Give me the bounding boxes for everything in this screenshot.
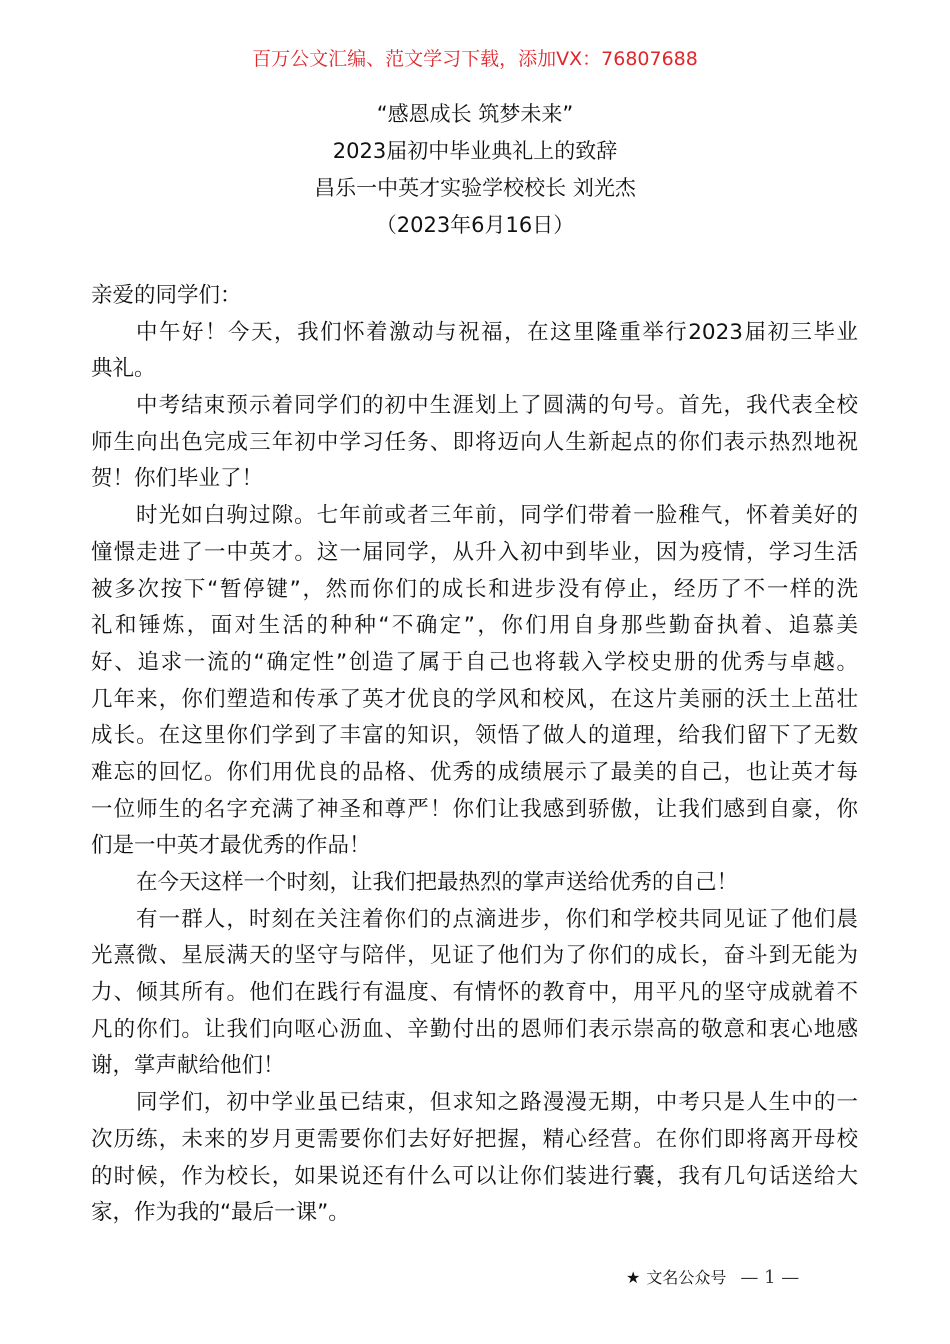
paragraph-line: 们是一中英才最优秀的作品！ — [91, 833, 371, 859]
paragraph — [91, 388, 858, 498]
paragraph-line: 力、倾其所有。他们在践行有温度、有情怀的教育中，用平凡的坚守成就着不 — [91, 980, 858, 1006]
paragraph — [91, 865, 858, 902]
paragraph-line: 中午好！今天，我们怀着激动与祝福，在这里隆重举行2023届初三毕业 — [136, 319, 858, 345]
paragraph-line: 时光如白驹过隙。七年前或者三年前，同学们带着一脸稚气，怀着美好的 — [136, 503, 858, 529]
paragraph-line: 礼和锤炼，面对生活的种种“不确定”，你们用自身那些勤奋执着、追慕美 — [91, 613, 858, 639]
footer-label: 文名公众号 — [646, 1268, 727, 1287]
paragraph — [91, 498, 858, 865]
paragraph-line: 凡的你们。让我们向呕心沥血、辛勤付出的恩师们表示崇高的敬意和衷心地感 — [91, 1016, 858, 1042]
paragraph-line: 同学们，初中学业虽已结束，但求知之路漫漫无期，中考只是人生中的一 — [136, 1090, 858, 1116]
paragraph-line: 在今天这样一个时刻，让我们把最热烈的掌声送给优秀的自己！ — [136, 870, 739, 895]
paragraph-line: 亲爱的同学们： — [91, 283, 242, 308]
paragraph-line: 好、追求一流的“确定性”创造了属于自己也将载入学校史册的优秀与卓越。 — [91, 649, 858, 675]
paragraph-line: 憧憬走进了一中英才。这一届同学，从升入初中到毕业，因为疫情，学习生活 — [91, 539, 858, 565]
page-footer — [626, 1266, 799, 1290]
paragraph-line: 几年来，你们塑造和传承了英才优良的学风和校风，在这片美丽的沃土上茁壮 — [91, 686, 858, 712]
document-body — [91, 278, 858, 1232]
paragraph-line: 成长。在这里你们学到了丰富的知识，领悟了做人的道理，给我们留下了无数 — [91, 723, 858, 749]
title-slogan: “感恩成长 筑梦未来” — [376, 102, 574, 126]
paragraph — [91, 315, 858, 388]
title-date: （2023年6月16日） — [375, 213, 575, 237]
paragraph-line: 中考结束预示着同学们的初中生涯划上了圆满的句号。首先，我代表全校 — [136, 393, 858, 419]
paragraph — [91, 278, 858, 315]
title-main: 2023届初中毕业典礼上的致辞 — [332, 139, 618, 163]
title-author: 昌乐一中英才实验学校校长 刘光杰 — [314, 176, 636, 200]
paragraph-line: 谢，掌声献给他们！ — [91, 1053, 285, 1079]
paragraph-line: 典礼。 — [91, 356, 156, 382]
paragraph-line: 有一群人，时刻在关注着你们的点滴进步，你们和学校共同见证了他们晨 — [136, 906, 858, 932]
paragraph-line: 难忘的回忆。你们用优良的品格、优秀的成绩展示了最美的自己，也让英才每 — [91, 759, 858, 785]
star-icon: ★ — [626, 1268, 641, 1287]
paragraph-line: 光熹微、星辰满天的坚守与陪伴，见证了他们为了你们的成长，奋斗到无能为 — [91, 943, 858, 969]
page-number: — 1 — — [740, 1267, 800, 1288]
paragraph-line: 一位师生的名字充满了神圣和尊严！你们让我感到骄傲，让我们感到自豪，你 — [91, 796, 858, 822]
paragraph-line: 的时候，作为校长，如果说还有什么可以让你们装进行囊，我有几句话送给大 — [91, 1163, 858, 1189]
document-title-block — [0, 96, 950, 244]
watermark-banner: 百万公文汇编、范文学习下载，添加VX：76807688 — [252, 48, 698, 70]
paragraph — [91, 1085, 858, 1232]
paragraph-line: 师生向出色完成三年初中学习任务、即将迈向人生新起点的你们表示热烈地祝 — [91, 429, 858, 455]
paragraph-line: 被多次按下“暂停键”，然而你们的成长和进步没有停止，经历了不一样的洗 — [91, 576, 858, 602]
paragraph-line: 家，作为我的“最后一课”。 — [91, 1200, 350, 1226]
paragraph — [91, 902, 858, 1085]
paragraph-line: 次历练，未来的岁月更需要你们去好好把握，精心经营。在你们即将离开母校 — [91, 1126, 858, 1152]
paragraph-line: 贺！你们毕业了！ — [91, 466, 264, 492]
